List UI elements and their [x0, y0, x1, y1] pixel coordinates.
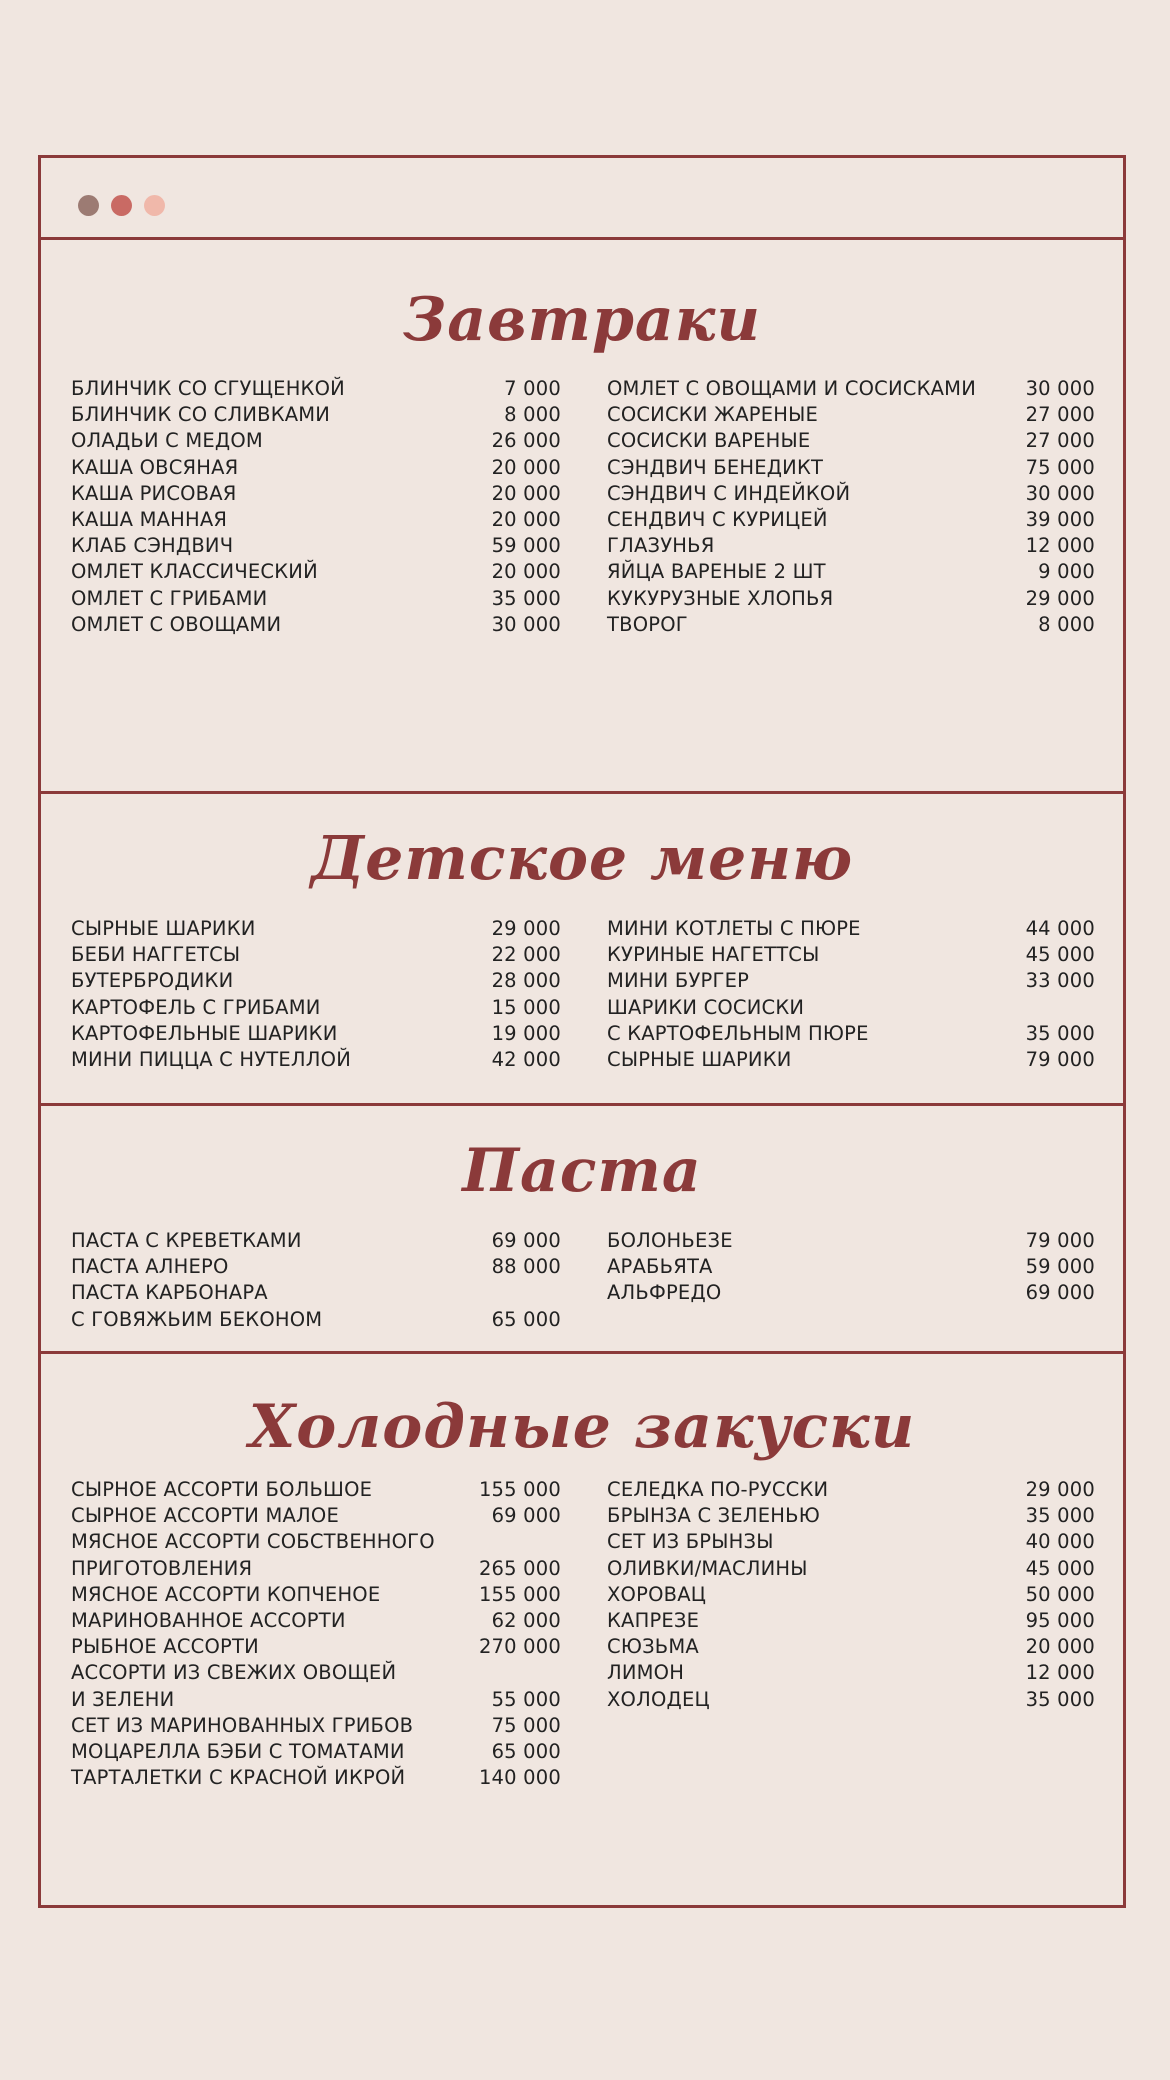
menu-item-price: 39 000 [1025, 507, 1095, 531]
menu-item [71, 1634, 561, 1660]
menu-item-name: МИНИ ПИЦЦА С НУТЕЛЛОЙ [71, 1047, 351, 1071]
menu-item [71, 1503, 561, 1529]
menu-item [607, 376, 1095, 402]
menu-item [71, 942, 561, 968]
menu-item [607, 428, 1095, 454]
menu-item [607, 968, 1095, 994]
menu-item [607, 1582, 1095, 1608]
menu-item-name: ПАСТА С КРЕВЕТКАМИ [71, 1229, 302, 1252]
menu-item [71, 428, 561, 454]
menu-item-name: СОСИСКИ ВАРЕНЫЕ [607, 429, 811, 453]
menu-item [71, 1713, 561, 1739]
menu-item-price: 69 000 [491, 1504, 561, 1528]
menu-item-name: ХОЛОДЕЦ [607, 1687, 710, 1711]
menu-item-price: 140 000 [478, 1766, 561, 1790]
menu-item-name: СЮЗЬМА [607, 1635, 699, 1659]
menu-item [607, 1660, 1095, 1686]
menu-item [607, 1556, 1095, 1582]
menu-item-price: 50 000 [1025, 1582, 1095, 1606]
menu-item [71, 1047, 561, 1073]
window-dot-icon [144, 195, 165, 216]
menu-item-price: 45 000 [1025, 1556, 1095, 1580]
menu-item [71, 612, 561, 638]
menu-item-name: БРЫНЗА С ЗЕЛЕНЬЮ [607, 1504, 820, 1528]
menu-item-name: ОЛИВКИ/МАСЛИНЫ [607, 1556, 808, 1580]
menu-item-price: 270 000 [478, 1635, 561, 1659]
menu-item [71, 402, 561, 428]
menu-item-price: 20 000 [491, 455, 561, 479]
menu-item-name: СЕТ ИЗ МАРИНОВАННЫХ ГРИБОВ [71, 1713, 414, 1737]
menu-item-name: ОМЛЕТ КЛАССИЧЕСКИЙ [71, 560, 318, 584]
menu-column-right [607, 376, 1095, 638]
menu-item-name: КАПРЕЗЕ [607, 1608, 700, 1632]
menu-item [607, 612, 1095, 638]
menu-item [71, 995, 561, 1021]
menu-item [71, 1529, 561, 1555]
menu-item [71, 1582, 561, 1608]
section-pasta [41, 1106, 1123, 1354]
menu-item-name: КУКУРУЗНЫЕ ХЛОПЬЯ [607, 586, 834, 610]
menu-item [71, 1739, 561, 1765]
menu-item-name: КАША РИСОВАЯ [71, 481, 237, 505]
section-title: Паста [462, 1136, 702, 1206]
menu-item-price: 7 000 [504, 377, 561, 400]
menu-item-name: КАША ОВСЯНАЯ [71, 455, 239, 479]
menu-column-right [607, 1228, 1095, 1307]
menu-item-price: 75 000 [491, 1713, 561, 1737]
menu-item-price: 35 000 [491, 586, 561, 610]
menu-item [607, 1047, 1095, 1073]
menu-column-left [71, 1477, 561, 1791]
menu-item-name: МИНИ КОТЛЕТЫ С ПЮРЕ [607, 917, 861, 940]
menu-item [71, 1660, 561, 1686]
menu-item-name: СЭНДВИЧ БЕНЕДИКТ [607, 455, 824, 479]
menu-item-name: МЯСНОЕ АССОРТИ КОПЧЕНОЕ [71, 1582, 381, 1606]
menu-item-name: МАРИНОВАННОЕ АССОРТИ [71, 1608, 346, 1632]
menu-frame [38, 155, 1126, 1908]
menu-item-name: АЛЬФРЕДО [607, 1281, 722, 1305]
menu-item-name: СОСИСКИ ЖАРЕНЫЕ [607, 403, 819, 427]
menu-item-price: 20 000 [491, 481, 561, 505]
menu-item-price: 28 000 [491, 969, 561, 993]
menu-item-price: 155 000 [478, 1582, 561, 1606]
window-dot-icon [111, 195, 132, 216]
menu-item-price: 19 000 [491, 1021, 561, 1045]
menu-item-name: СЕНДВИЧ С КУРИЦЕЙ [607, 507, 828, 531]
menu-item-name: ПАСТА КАРБОНАРА [71, 1281, 268, 1305]
menu-item-name: ОМЛЕТ С ОВОЩАМИ И СОСИСКАМИ [607, 377, 976, 400]
menu-item-name: АССОРТИ ИЗ СВЕЖИХ ОВОЩЕЙ [71, 1661, 397, 1685]
menu-item-name: КАРТОФЕЛЬ С ГРИБАМИ [71, 995, 321, 1019]
menu-item-price: 42 000 [491, 1047, 561, 1071]
menu-item [71, 533, 561, 559]
menu-item-name: БОЛОНЬЕЗЕ [607, 1229, 733, 1252]
menu-item-name: КАША МАННАЯ [71, 507, 228, 531]
menu-item-name: С ГОВЯЖЬИМ БЕКОНОМ [71, 1307, 323, 1331]
menu-item-price: 30 000 [1025, 481, 1095, 505]
menu-item-price: 69 000 [1025, 1281, 1095, 1305]
menu-item-price: 55 000 [491, 1687, 561, 1711]
menu-item-price: 44 000 [1025, 917, 1095, 940]
section-title: Холодные закуски [248, 1392, 916, 1462]
section-breakfast [41, 240, 1123, 794]
menu-item-price: 62 000 [491, 1608, 561, 1632]
menu-item-price: 35 000 [1025, 1021, 1095, 1045]
menu-item [71, 1228, 561, 1254]
menu-column-left [71, 376, 561, 638]
menu-item [71, 1021, 561, 1047]
menu-item-price: 69 000 [491, 1229, 561, 1252]
menu-item [71, 376, 561, 402]
menu-item-price: 8 000 [504, 403, 561, 427]
menu-item-name: ГЛАЗУНЬЯ [607, 534, 715, 558]
menu-item-name: И ЗЕЛЕНИ [71, 1687, 175, 1711]
menu-item [71, 455, 561, 481]
menu-item-price: 22 000 [491, 943, 561, 967]
menu-item-price: 79 000 [1025, 1047, 1095, 1071]
menu-item-name: ОМЛЕТ С ГРИБАМИ [71, 586, 268, 610]
menu-item [71, 968, 561, 994]
menu-item-price: 40 000 [1025, 1530, 1095, 1554]
menu-item-price: 30 000 [1025, 377, 1095, 400]
menu-item [607, 481, 1095, 507]
menu-item [607, 1608, 1095, 1634]
section-cold-appetizers [41, 1354, 1123, 1905]
menu-item-price: 33 000 [1025, 969, 1095, 993]
menu-item [71, 1608, 561, 1634]
menu-item-name: ТВОРОГ [607, 612, 688, 636]
menu-item-price: 26 000 [491, 429, 561, 453]
menu-item-name: ШАРИКИ СОСИСКИ [607, 995, 805, 1019]
menu-item-name: КЛАБ СЭНДВИЧ [71, 534, 234, 558]
menu-item [71, 481, 561, 507]
menu-item [71, 1477, 561, 1503]
menu-item-price: 20 000 [491, 507, 561, 531]
menu-item-price: 29 000 [1025, 1478, 1095, 1501]
menu-item [607, 942, 1095, 968]
menu-item-name: ОМЛЕТ С ОВОЩАМИ [71, 612, 282, 636]
menu-item-name: БЕБИ НАГГЕТСЫ [71, 943, 241, 967]
menu-item-price: 8 000 [1038, 612, 1095, 636]
menu-item [607, 1477, 1095, 1503]
menu-column-left [71, 1228, 561, 1333]
menu-item-name: СЫРНЫЕ ШАРИКИ [607, 1047, 792, 1071]
menu-item-price: 65 000 [491, 1739, 561, 1763]
menu-item-price: 27 000 [1025, 429, 1095, 453]
menu-item-price: 29 000 [491, 917, 561, 940]
menu-item-price: 20 000 [1025, 1635, 1095, 1659]
menu-item-name: ХОРОВАЦ [607, 1582, 707, 1606]
menu-item-price: 65 000 [491, 1307, 561, 1331]
menu-item-price: 265 000 [478, 1556, 561, 1580]
menu-item [607, 1021, 1095, 1047]
menu-item-name: ОЛАДЬИ С МЕДОМ [71, 429, 263, 453]
menu-item-price: 35 000 [1025, 1687, 1095, 1711]
menu-item-name: БЛИНЧИК СО СЛИВКАМИ [71, 403, 331, 427]
menu-item-name: С КАРТОФЕЛЬНЫМ ПЮРЕ [607, 1021, 869, 1045]
menu-item [607, 586, 1095, 612]
menu-item-name: МОЦАРЕЛЛА БЭБИ С ТОМАТАМИ [71, 1739, 405, 1763]
menu-item-price: 75 000 [1025, 455, 1095, 479]
window-title-bar [41, 158, 1123, 240]
menu-item-name: ПАСТА АЛНЕРО [71, 1255, 229, 1279]
menu-item-price: 155 000 [478, 1478, 561, 1501]
menu-item [71, 1307, 561, 1333]
menu-item [607, 1228, 1095, 1254]
menu-item [607, 1687, 1095, 1713]
menu-item-name: СЫРНОЕ АССОРТИ МАЛОЕ [71, 1504, 339, 1528]
menu-item-name: ЛИМОН [607, 1661, 685, 1685]
menu-item-price: 12 000 [1025, 534, 1095, 558]
menu-item-price: 59 000 [1025, 1255, 1095, 1279]
menu-item-name: КУРИНЫЕ НАГЕТТСЫ [607, 943, 820, 967]
menu-item-price: 29 000 [1025, 586, 1095, 610]
menu-item [71, 1280, 561, 1306]
menu-item-name: СЫРНОЕ АССОРТИ БОЛЬШОЕ [71, 1478, 373, 1501]
section-kids-menu [41, 794, 1123, 1106]
menu-item [71, 1687, 561, 1713]
menu-item-name: СЕТ ИЗ БРЫНЗЫ [607, 1530, 774, 1554]
menu-item-name: СЭНДВИЧ С ИНДЕЙКОЙ [607, 481, 851, 505]
menu-column-right [607, 916, 1095, 1073]
menu-item [71, 1556, 561, 1582]
menu-item [607, 1254, 1095, 1280]
menu-item [71, 1765, 561, 1791]
menu-item [607, 1634, 1095, 1660]
menu-item [607, 402, 1095, 428]
menu-item [607, 995, 1095, 1021]
menu-item-price: 9 000 [1038, 560, 1095, 584]
window-dot-icon [78, 195, 99, 216]
section-title: Детское меню [310, 824, 854, 894]
menu-item [607, 507, 1095, 533]
menu-item-name: ЯЙЦА ВАРЕНЫЕ 2 ШТ [607, 560, 826, 584]
menu-item [71, 1254, 561, 1280]
menu-item [607, 916, 1095, 942]
menu-item-price: 59 000 [491, 534, 561, 558]
menu-item-name: ПРИГОТОВЛЕНИЯ [71, 1556, 253, 1580]
menu-column-right [607, 1477, 1095, 1713]
menu-item-name: КАРТОФЕЛЬНЫЕ ШАРИКИ [71, 1021, 338, 1045]
menu-item-name: РЫБНОЕ АССОРТИ [71, 1635, 259, 1659]
menu-item-price: 95 000 [1025, 1608, 1095, 1632]
menu-item [71, 586, 561, 612]
menu-item-name: МИНИ БУРГЕР [607, 969, 750, 993]
menu-column-left [71, 916, 561, 1073]
menu-item-name: БЛИНЧИК СО СГУЩЕНКОЙ [71, 377, 345, 400]
menu-item-price: 35 000 [1025, 1504, 1095, 1528]
menu-item-price: 88 000 [491, 1255, 561, 1279]
menu-item [607, 1529, 1095, 1555]
menu-item-price: 30 000 [491, 612, 561, 636]
menu-item [607, 559, 1095, 585]
menu-item [607, 1280, 1095, 1306]
menu-item-name: ТАРТАЛЕТКИ С КРАСНОЙ ИКРОЙ [71, 1766, 406, 1790]
menu-item-price: 12 000 [1025, 1661, 1095, 1685]
menu-item-price: 15 000 [491, 995, 561, 1019]
menu-item [71, 916, 561, 942]
menu-item [607, 533, 1095, 559]
menu-item-name: МЯСНОЕ АССОРТИ СОБСТВЕННОГО [71, 1530, 435, 1554]
menu-item-name: СЕЛЕДКА ПО-РУССКИ [607, 1478, 829, 1501]
menu-item-price: 27 000 [1025, 403, 1095, 427]
menu-item [71, 559, 561, 585]
menu-item [71, 507, 561, 533]
menu-item-name: АРАБЬЯТА [607, 1255, 713, 1279]
menu-item [607, 1503, 1095, 1529]
menu-item-price: 79 000 [1025, 1229, 1095, 1252]
menu-item [607, 455, 1095, 481]
menu-item-name: БУТЕРБРОДИКИ [71, 969, 234, 993]
menu-item-price: 20 000 [491, 560, 561, 584]
menu-item-name: СЫРНЫЕ ШАРИКИ [71, 917, 256, 940]
menu-item-price: 45 000 [1025, 943, 1095, 967]
section-title: Завтраки [402, 285, 762, 355]
